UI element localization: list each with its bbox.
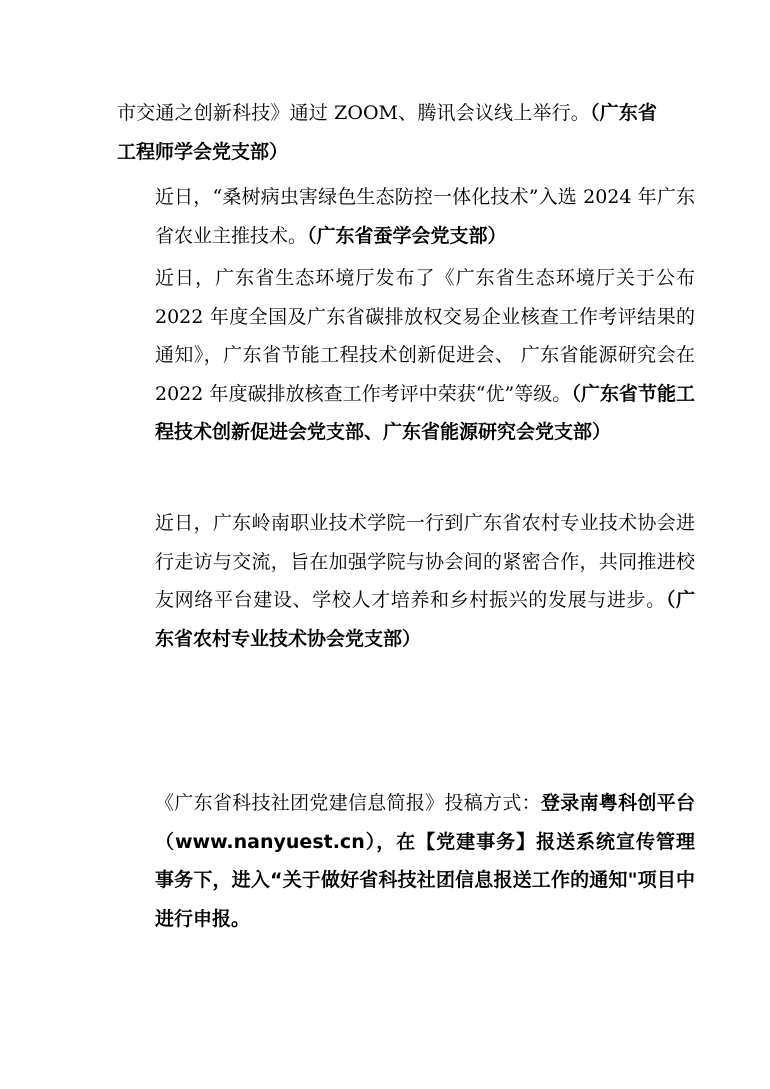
news-item-2-source: （广东省蚕学会党支部）: [307, 224, 507, 247]
news-item-4-source: （广东省农村专业技术协会党支部）: [155, 589, 695, 650]
news-item-4: [117, 504, 695, 658]
news-item-1: [117, 94, 657, 171]
news-item-2-text: 近日，“桑树病虫害绿色生态防控一体化技术”入选 2024 年广东省农业主推技术。: [155, 186, 695, 247]
news-item-1-text: 市交通之创新科技》通过 ZOOM、腾讯会议线上举行。: [117, 102, 590, 124]
submission-text: 登录南粤科创平台 （www.nanyuest.cn），在【党建事务】报送系统宣传管理事务下，进入“关于做好省科技社团信息报送工作的通知"项目中进行申报。: [155, 792, 695, 930]
submission-notice: [117, 784, 695, 938]
news-item-1-source: （广东省工程师学会党支部）: [117, 102, 657, 163]
news-item-3: [117, 259, 695, 452]
news-item-3-text: 近日，广东省生态环境厅发布了《广东省生态环境厅关于公布 2022 年度全国及广东省碳排放权交易企业核查工作考评结果的通知》，广东省节能工程技术创新促进会、 广东省能源研究会在 2022 年度碳排放核查工作考评中荣获“优”等级。: [155, 267, 695, 405]
submission-lead: 《广东省科技社团党建信息简报》投稿方式：: [155, 792, 541, 814]
news-item-4-text: 近日，广东岭南职业技术学院一行到广东省农村专业技术协会进行走访与交流，旨在加强学院与协会间的紧密合作，共同推进校友网络平台建设、学校人才培养和乡村振兴的发展与进步。: [155, 512, 695, 611]
news-item-3-source: （广东省节能工程技术创新促进会党支部、广东省能源研究会党支部）: [155, 382, 695, 443]
news-item-2: [117, 178, 695, 255]
